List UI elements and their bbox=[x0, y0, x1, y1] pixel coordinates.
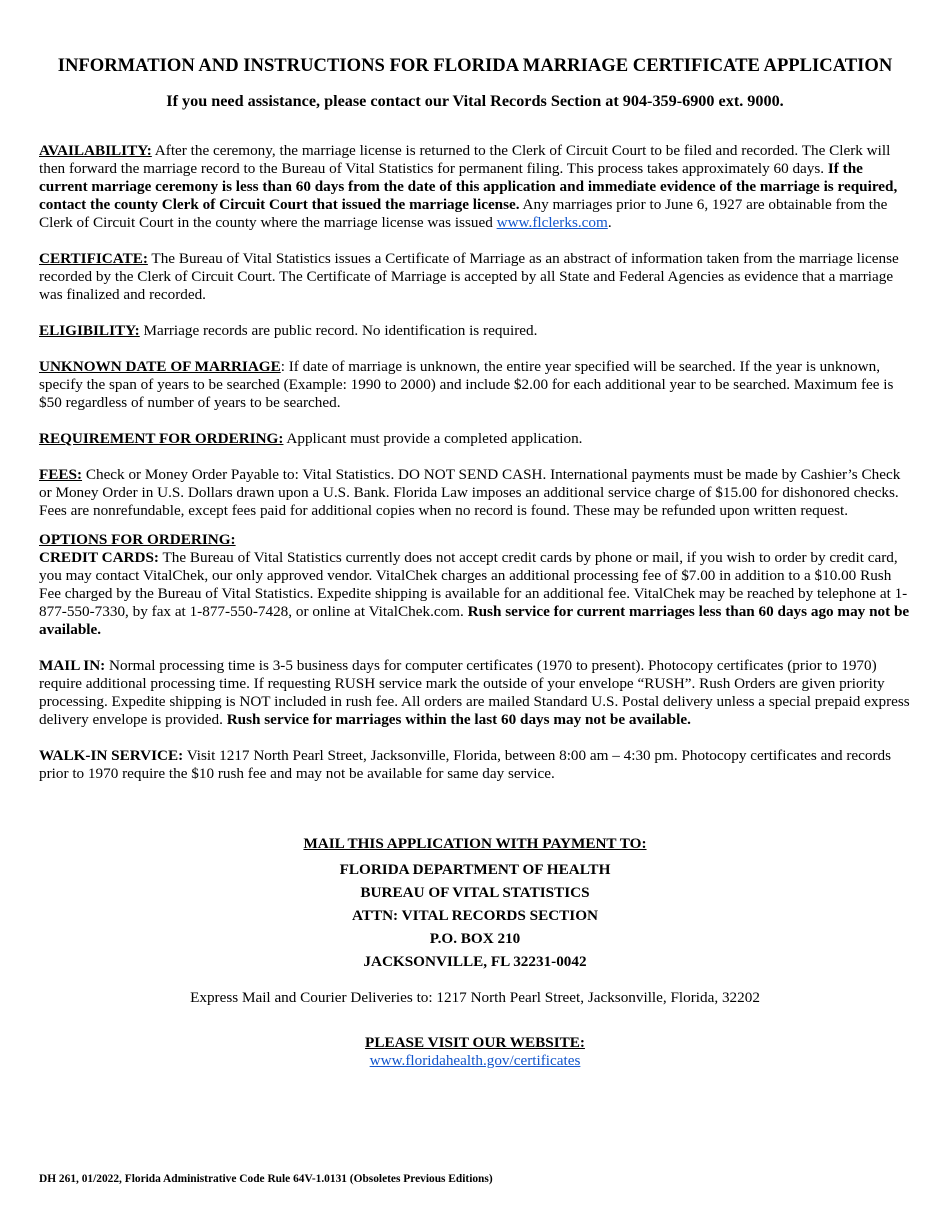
mail-in-text: Normal processing time is 3-5 business days for computer certificates (1970 to present). Photocopy certificates (prior to 1970) require additional processing time. If requesting RUSH service mark the outside of your envelope “RUSH”. Rush Orders are given priority processing. Expedite shipping is NOT included in rush fee. All orders are mailed Standard U.S. Postal delivery unless a special prepaid express delivery envelope is provided. bbox=[39, 657, 910, 728]
website-heading: PLEASE VISIT OUR WEBSITE: bbox=[365, 1034, 585, 1051]
mail-address-block bbox=[39, 835, 911, 973]
credit-cards-text: The Bureau of Vital Statistics currently does not accept credit cards by phone or mail, if you wish to order by credit card, you may contact VitalChek, our only approved vendor. VitalChek charges an additional processing fee of $7.00 in addition to a $10.00 Rush Fee charged by the Bureau of Vital Statistics. Expedite shipping is available for an additional fee. VitalChek may be reached by telephone at 1-877-550-7330, by fax at 1-877-550-7428, or online at VitalChek.com. bbox=[39, 549, 908, 620]
fees-label: FEES: bbox=[39, 466, 83, 483]
document-body bbox=[39, 55, 911, 1070]
address-line: BUREAU OF VITAL STATISTICS bbox=[360, 884, 590, 901]
availability-label: AVAILABILITY: bbox=[39, 142, 152, 159]
fees-text: Check or Money Order Payable to: Vital Statistics. DO NOT SEND CASH. International payments must be made by Cashier’s Check or Money Order in U.S. Dollars drawn upon a U.S. Bank. Florida Law imposes an additional service charge of $15.00 for dishonored checks. Fees are nonrefundable, except fees paid for additional copies when no record is found. These may be refunded upon written request. bbox=[39, 466, 901, 519]
walk-in-label: WALK-IN SERVICE: bbox=[39, 747, 184, 764]
eligibility-label: ELIGIBILITY: bbox=[39, 322, 140, 339]
mail-in-label: MAIL IN: bbox=[39, 657, 106, 674]
availability-end: . bbox=[607, 214, 612, 231]
unknown-date-section bbox=[39, 358, 911, 412]
eligibility-text: Marriage records are public record. No identification is required. bbox=[139, 322, 538, 339]
credit-cards-bold-text: Rush service for current marriages less than 60 days ago may not be available. bbox=[39, 603, 910, 638]
certificate-text: The Bureau of Vital Statistics issues a Certificate of Marriage as an abstract of information taken from the marriage license recorded by the Clerk of Circuit Court. The Certificate of Marriage is accepted by all State and Federal Agencies as evidence that a marriage was finalized and recorded. bbox=[39, 250, 899, 303]
mail-in-section bbox=[39, 657, 911, 729]
form-footer: DH 261, 01/2022, Florida Administrative Code Rule 64V-1.0131 (Obsoletes Previous Editions) bbox=[39, 1173, 493, 1185]
requirement-text: Applicant must provide a completed application. bbox=[283, 430, 583, 447]
availability-bold-text: If the current marriage ceremony is less than 60 days from the date of this application and immediate evidence of the marriage is required, contact the county Clerk of Circuit Court that issued the marriage license. bbox=[39, 160, 898, 213]
unknown-date-text: : If date of marriage is unknown, the entire year specified will be searched. If the year is unknown, specify the span of years to be searched (Example: 1990 to 2000) and include $2.00 for each additional year to be searched. Maximum fee is $50 regardless of number of years to be searched. bbox=[39, 358, 894, 411]
address-line: JACKSONVILLE, FL 32231-0042 bbox=[363, 953, 587, 970]
website-link[interactable]: www.floridahealth.gov/certificates bbox=[369, 1052, 581, 1069]
walk-in-text: Visit 1217 North Pearl Street, Jacksonville, Florida, between 8:00 am – 4:30 pm. Photocopy certificates and records prior to 1970 require the $10 rush fee and may not be available for same day service. bbox=[39, 747, 892, 782]
assistance-line: If you need assistance, please contact our Vital Records Section at 904-359-6900 ext. 9000. bbox=[166, 92, 784, 110]
eligibility-section bbox=[39, 322, 911, 340]
credit-cards-label: CREDIT CARDS: bbox=[39, 549, 159, 566]
address-line: P.O. BOX 210 bbox=[429, 930, 521, 947]
address-line: FLORIDA DEPARTMENT OF HEALTH bbox=[339, 861, 611, 878]
credit-cards-section bbox=[39, 549, 911, 639]
walk-in-section bbox=[39, 747, 911, 783]
mail-in-bold-text: Rush service for marriages within the last 60 days may not be available. bbox=[226, 711, 691, 728]
page-title: INFORMATION AND INSTRUCTIONS FOR FLORIDA MARRIAGE CERTIFICATE APPLICATION bbox=[57, 55, 893, 76]
certificate-label: CERTIFICATE: bbox=[39, 250, 148, 267]
requirement-label: REQUIREMENT FOR ORDERING: bbox=[39, 430, 284, 447]
certificate-section bbox=[39, 250, 911, 304]
availability-text: After the ceremony, the marriage license is returned to the Clerk of Circuit Court to be filed and recorded. The Clerk will then forward the marriage record to the Bureau of Vital Statistics for permanent filing. This process takes approximately 60 days. bbox=[39, 142, 891, 177]
mail-heading: MAIL THIS APPLICATION WITH PAYMENT TO: bbox=[303, 835, 647, 852]
express-mail-line: Express Mail and Courier Deliveries to: 1217 North Pearl Street, Jacksonville, Florida, 32202 bbox=[190, 989, 760, 1006]
address-line: ATTN: VITAL RECORDS SECTION bbox=[351, 907, 598, 924]
options-heading: OPTIONS FOR ORDERING: bbox=[39, 531, 236, 548]
requirement-section bbox=[39, 430, 911, 448]
availability-text-2: Any marriages prior to June 6, 1927 are obtainable from the Clerk of Circuit Court in the county where the marriage license was issued bbox=[39, 196, 888, 231]
flclerks-link[interactable]: www.flclerks.com bbox=[496, 214, 608, 231]
fees-section bbox=[39, 466, 911, 520]
unknown-date-label: UNKNOWN DATE OF MARRIAGE bbox=[39, 358, 281, 375]
availability-section bbox=[39, 142, 911, 232]
